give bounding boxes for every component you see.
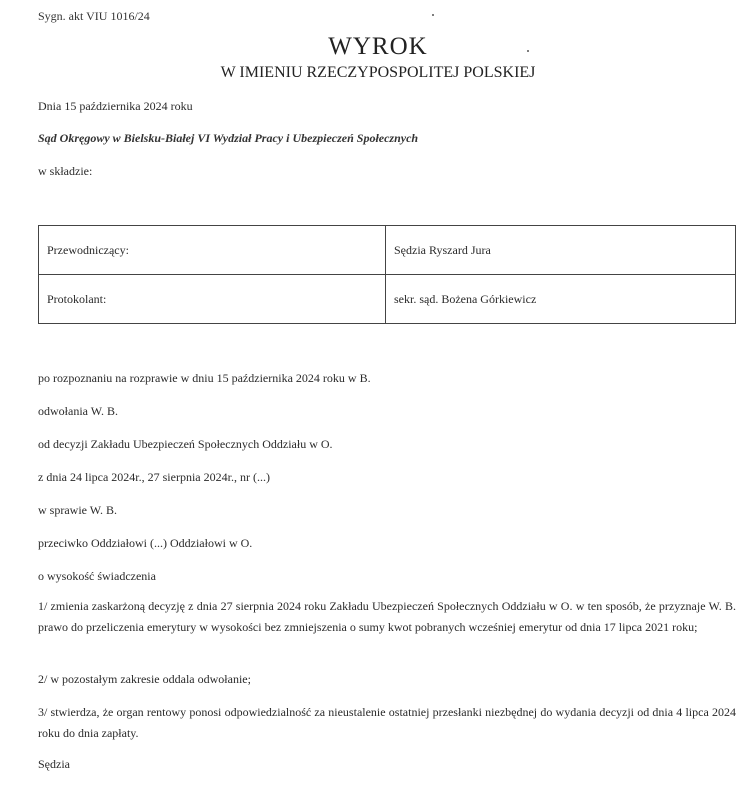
table-row xyxy=(39,226,736,275)
proceedings-line: po rozpoznaniu na rozprawie w dniu 15 października 2024 roku w B. xyxy=(38,371,371,385)
judge-signature-label: Sędzia xyxy=(38,757,70,771)
panel-member: Sędzia Ryszard Jura xyxy=(386,226,736,275)
panel-member: sekr. sąd. Bożena Górkiewicz xyxy=(386,275,736,324)
judgment-date: Dnia 15 października 2024 roku xyxy=(38,99,193,113)
scan-speck xyxy=(432,14,434,16)
panel-role: Protokolant: xyxy=(39,275,386,324)
proceedings-line: od decyzji Zakładu Ubezpieczeń Społecznych Oddziału w O. xyxy=(38,437,333,451)
ruling-point: 3/ stwierdza, że organ rentowy ponosi odpowiedzialność za nieustalenie ostatniej przesłanki niezbędnej do wydania decyzji od dnia 4 lipca 2024 roku do dnia zapłaty. xyxy=(38,705,736,740)
panel-role: Przewodniczący: xyxy=(39,226,386,275)
scan-speck xyxy=(527,50,529,52)
court-panel-table xyxy=(38,225,736,324)
proceedings-line: w sprawie W. B. xyxy=(38,503,117,517)
ruling-point: 1/ zmienia zaskarżoną decyzję z dnia 27 sierpnia 2024 roku Zakładu Ubezpieczeń Społecznych Oddziału w O. w ten sposób, że przyznaje W. B. prawo do przeliczenia emerytury w wysokości bez zmniejszenia o sumy kwot pobranych wcześniej emerytur od dnia 17 lipca 2021 roku; xyxy=(38,599,736,634)
ruling-point: 2/ w pozostałym zakresie oddala odwołanie; xyxy=(38,672,251,686)
proceedings-line: przeciwko Oddziałowi (...) Oddziałowi w O. xyxy=(38,536,253,550)
proceedings-line: z dnia 24 lipca 2024r., 27 sierpnia 2024r., nr (...) xyxy=(38,470,270,484)
document-title: WYROK xyxy=(328,33,428,60)
case-signature: Sygn. akt VIU 1016/24 xyxy=(38,9,150,23)
proceedings-line: o wysokość świadczenia xyxy=(38,569,156,583)
composition-label: w składzie: xyxy=(38,164,93,178)
table-row xyxy=(39,275,736,324)
court-name: Sąd Okręgowy w Bielsku-Białej VI Wydział Pracy i Ubezpieczeń Społecznych xyxy=(38,131,419,145)
proceedings-line: odwołania W. B. xyxy=(38,404,118,418)
document-subtitle: W IMIENIU RZECZYPOSPOLITEJ POLSKIEJ xyxy=(220,64,536,81)
